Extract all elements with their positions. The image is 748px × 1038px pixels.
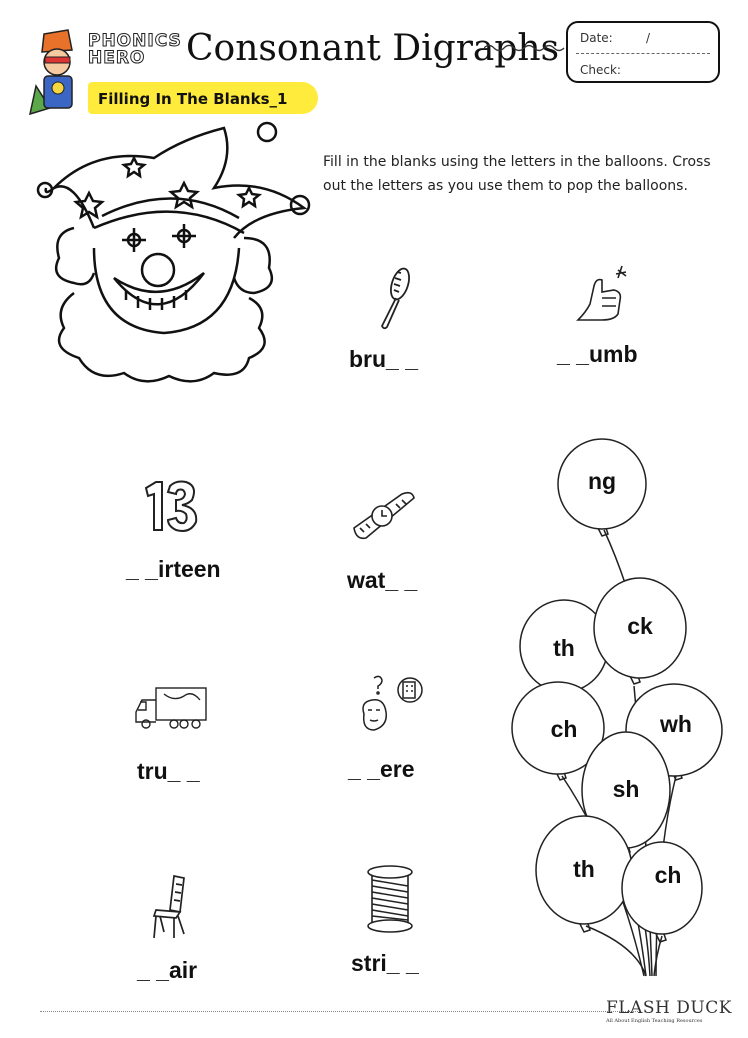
brand-name xyxy=(88,33,182,67)
balloon-label[interactable]: ch xyxy=(550,716,578,742)
date-check-box xyxy=(566,21,720,83)
watch-icon xyxy=(352,488,422,546)
word-item-where: _ _ere xyxy=(348,756,415,782)
brand-line-1: PHONICS xyxy=(88,31,182,51)
brand-line-2: HERO xyxy=(88,48,146,68)
balloon-label[interactable]: th xyxy=(553,635,575,661)
clown-illustration-icon xyxy=(34,118,324,388)
word-item-brush: bru_ _ xyxy=(349,346,419,372)
worksheet-subtitle: Filling In The Blanks_1 xyxy=(98,90,288,108)
word-item-string: stri_ _ xyxy=(351,950,419,976)
date-divider xyxy=(576,53,710,54)
footer-divider xyxy=(40,1011,638,1012)
string-spool-icon xyxy=(364,864,416,934)
word-item-watch: wat_ _ xyxy=(347,567,418,593)
balloon-label[interactable]: ck xyxy=(627,613,653,639)
phonics-hero-mascot-icon xyxy=(28,26,88,120)
word-item-thirteen: _ _irteen xyxy=(126,556,221,582)
word-item-truck: tru_ _ xyxy=(137,758,200,784)
balloon-label[interactable]: wh xyxy=(660,711,692,737)
balloon-label[interactable]: ng xyxy=(587,468,617,494)
instructions-text: Fill in the blanks using the letters in the balloons. Cross out the letters as you use them to pop the balloons. xyxy=(323,154,711,194)
logo-text: FLASH DUCK xyxy=(606,998,732,1018)
word-item-thumb: _ _umb xyxy=(557,341,638,367)
number-thirteen-icon xyxy=(142,478,202,536)
word-item-chair: _ _air xyxy=(137,957,198,983)
squiggle-divider-icon xyxy=(484,40,568,56)
logo-tagline: All About English Teaching Resources xyxy=(606,1018,703,1024)
thumb-icon xyxy=(572,262,638,326)
balloon-label[interactable]: th xyxy=(573,856,595,882)
check-label: Check: xyxy=(580,63,621,77)
where-icon xyxy=(354,670,426,736)
date-separator: / xyxy=(646,31,651,45)
truck-icon xyxy=(134,684,210,732)
balloon-label[interactable]: ch xyxy=(654,862,682,888)
date-label: Date: xyxy=(580,31,613,45)
chair-icon xyxy=(150,872,196,940)
flash-duck-logo xyxy=(606,998,732,1024)
balloon-label[interactable]: sh xyxy=(612,776,640,802)
page-title: Consonant Digraphs xyxy=(186,28,560,69)
brush-icon xyxy=(374,264,414,332)
